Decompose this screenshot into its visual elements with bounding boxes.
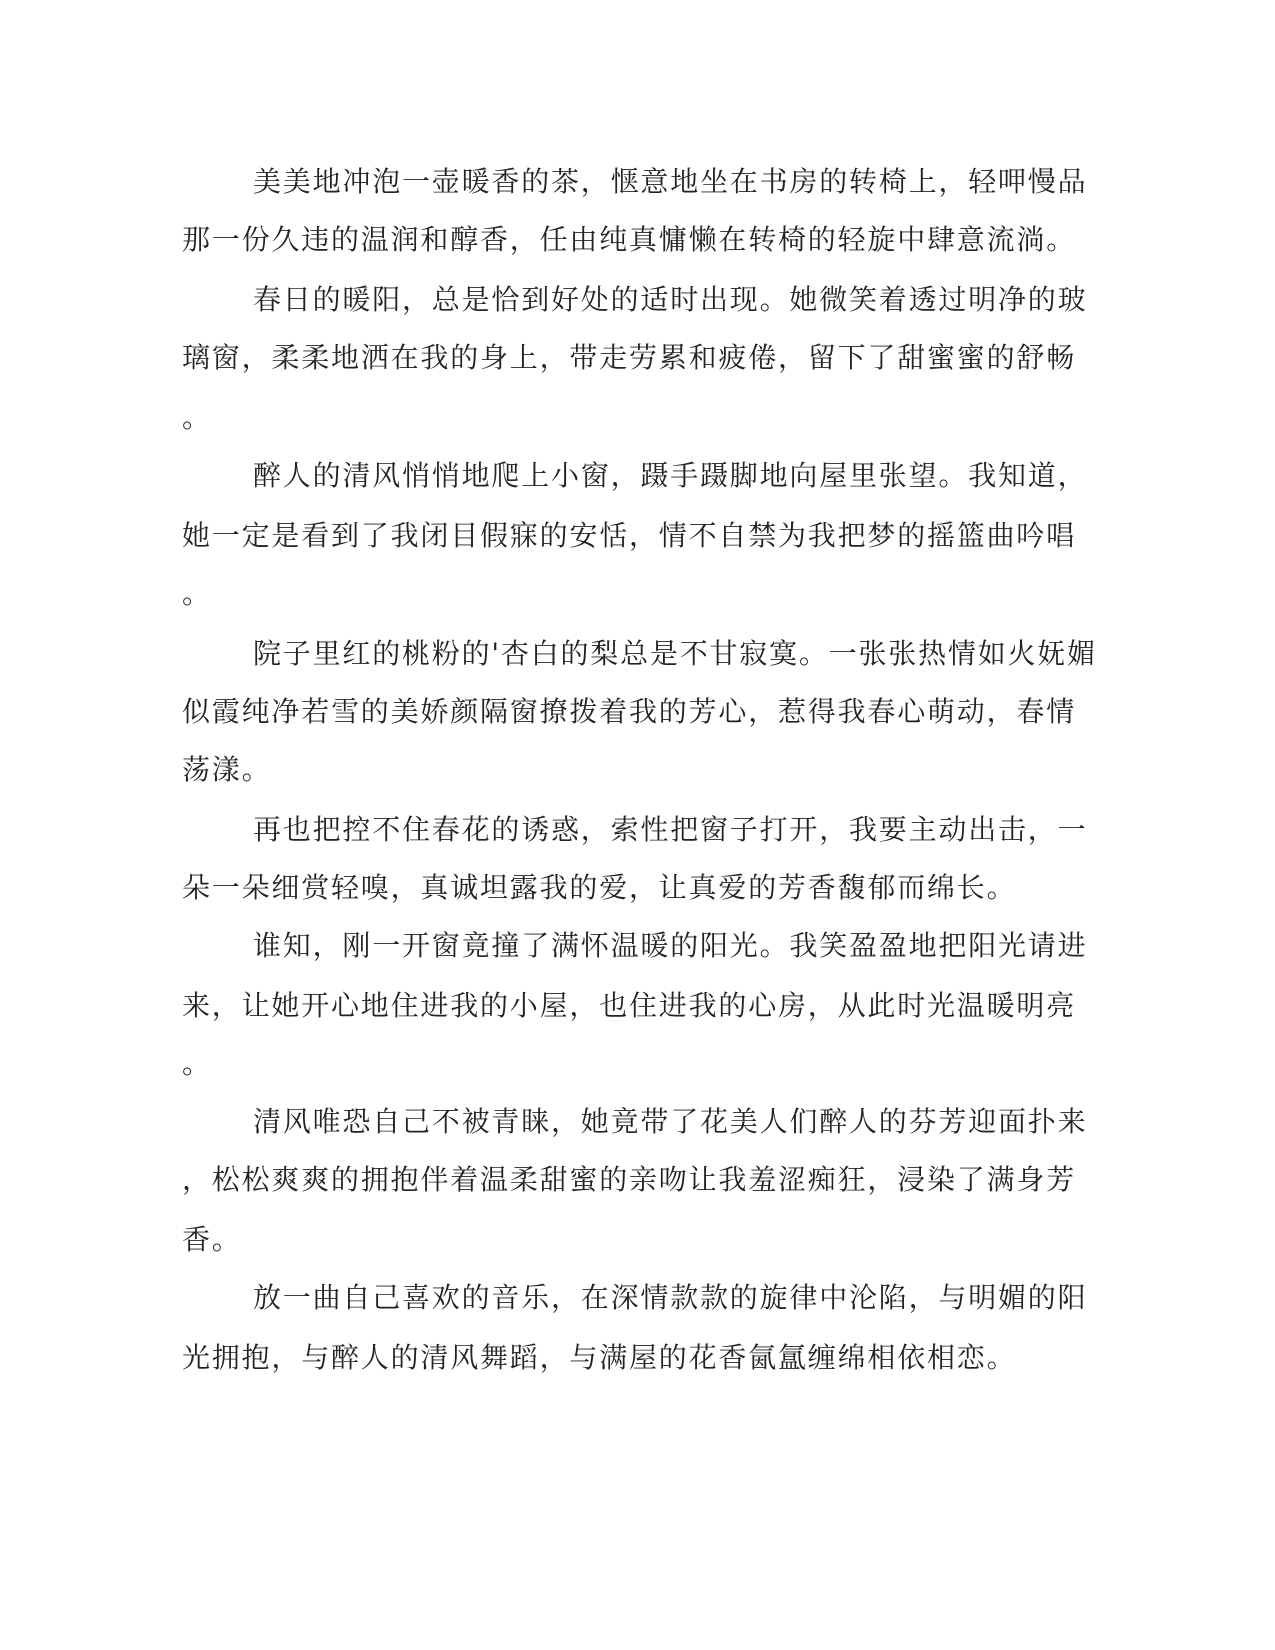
paragraph-1-line-1: 美美地冲泡一壶暖香的茶，惬意地坐在书房的转椅上，轻呷慢品 xyxy=(253,165,1088,198)
paragraph-3-line-1: 醉人的清风悄悄地爬上小窗，蹑手蹑脚地向屋里张望。我知道， xyxy=(253,459,1088,492)
paragraph-7-line-2: ，松松爽爽的拥抱伴着温柔甜蜜的亲吻让我羞涩痴狂，浸染了满身芳 xyxy=(182,1163,1077,1196)
paragraph-6-line-1: 谁知，刚一开窗竟撞了满怀温暖的阳光。我笑盈盈地把阳光请进 xyxy=(253,929,1088,962)
paragraph-2-line-3: 。 xyxy=(182,401,212,434)
paragraph-8-line-1: 放一曲自己喜欢的音乐，在深情款款的旋律中沦陷，与明媚的阳 xyxy=(253,1281,1088,1314)
paragraph-6-line-3: 。 xyxy=(182,1047,212,1080)
paragraph-1-line-2: 那一份久违的温润和醇香，任由纯真慵懒在转椅的轻旋中肆意流淌。 xyxy=(182,223,1077,256)
paragraph-4-line-2: 似霞纯净若雪的美娇颜隔窗撩拨着我的芳心，惹得我春心萌动，春情 xyxy=(182,695,1077,728)
paragraph-3-line-3: 。 xyxy=(182,577,212,610)
paragraph-4-line-1: 院子里红的桃粉的'杏白的梨总是不甘寂寞。一张张热情如火妩媚 xyxy=(253,637,1097,670)
paragraph-7-line-3: 香。 xyxy=(182,1223,242,1256)
paragraph-8-line-2: 光拥抱，与醉人的清风舞蹈，与满屋的花香氤氲缠绵相依相恋。 xyxy=(182,1341,1017,1374)
paragraph-2-line-1: 春日的暖阳，总是恰到好处的适时出现。她微笑着透过明净的玻 xyxy=(253,283,1088,316)
paragraph-6-line-2: 来，让她开心地住进我的小屋，也住进我的心房，从此时光温暖明亮 xyxy=(182,989,1077,1022)
paragraph-5-line-2: 朵一朵细赏轻嗅，真诚坦露我的爱，让真爱的芳香馥郁而绵长。 xyxy=(182,871,1017,904)
paragraph-3-line-2: 她一定是看到了我闭目假寐的安恬，情不自禁为我把梦的摇篮曲吟唱 xyxy=(182,519,1077,552)
paragraph-5-line-1: 再也把控不住春花的诱惑，索性把窗子打开，我要主动出击，一 xyxy=(253,813,1088,846)
paragraph-7-line-1: 清风唯恐自己不被青睐，她竟带了花美人们醉人的芬芳迎面扑来 xyxy=(253,1105,1088,1138)
paragraph-2-line-2: 璃窗，柔柔地洒在我的身上，带走劳累和疲倦，留下了甜蜜蜜的舒畅 xyxy=(182,341,1077,374)
paragraph-4-line-3: 荡漾。 xyxy=(182,753,272,786)
